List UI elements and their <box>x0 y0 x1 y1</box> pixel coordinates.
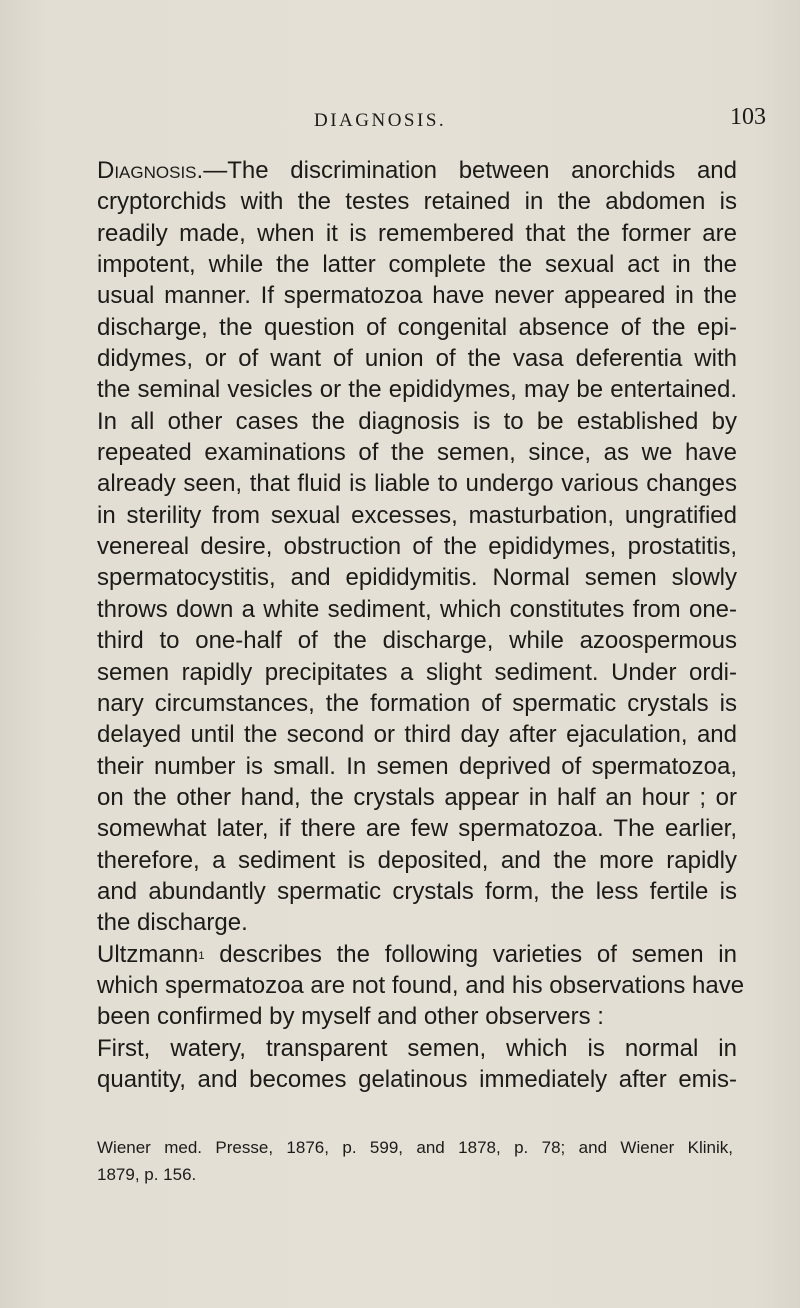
text-line: their number is small. In semen deprived of spermatozoa, <box>97 752 737 780</box>
page-number: 103 <box>730 104 766 130</box>
page-header <box>0 104 800 140</box>
section-lead-word: Diagnosis. <box>97 157 204 184</box>
text-line: already seen, that fluid is liable to undergo various changes <box>97 470 737 498</box>
text-line: been confirmed by myself and other observers : <box>97 1003 604 1031</box>
footnote-reference: 1 <box>198 949 205 962</box>
text-line: on the other hand, the crystals appear in half an hour ; or <box>97 783 737 811</box>
footnote <box>97 1134 733 1188</box>
text-line: spermatocystitis, and epididymitis. Normal semen slowly <box>97 564 737 592</box>
text-line: discharge, the question of congenital absence of the epi- <box>97 313 737 341</box>
text-line: somewhat later, if there are few spermatozoa. The earlier, <box>97 815 737 843</box>
text-line: didymes, or of want of union of the vasa deferentia with <box>97 345 737 373</box>
text-line: the seminal vesicles or the epididymes, may be entertained. <box>97 376 737 404</box>
text-line: and abundantly spermatic crystals form, the less fertile is <box>97 877 737 905</box>
footnote-line: 1879, p. 156. <box>97 1165 197 1184</box>
text-line: semen rapidly precipitates a slight sediment. Under ordi- <box>97 658 737 686</box>
text-line: usual manner. If spermatozoa have never appeared in the <box>97 282 737 310</box>
footnote-line: Wiener med. Presse, 1876, p. 599, and 1878, p. 78; and Wiener Klinik, <box>97 1138 733 1157</box>
text-line: in sterility from sexual excesses, masturbation, ungratified <box>97 501 737 529</box>
text-line: impotent, while the latter complete the sexual act in the <box>97 251 737 279</box>
text-line: delayed until the second or third day after ejaculation, and <box>97 721 737 749</box>
text-line: Diagnosis.—The discrimination between anorchids and <box>97 157 737 184</box>
text-line: therefore, a sediment is deposited, and the more rapidly <box>97 846 737 874</box>
text-line: First, watery, transparent semen, which is normal in <box>97 1034 737 1062</box>
text-line: readily made, when it is remembered that the former are <box>97 219 737 247</box>
text-line: Ultzmann$^1$ describes the following varieties of semen in <box>97 940 737 968</box>
running-head: DIAGNOSIS. <box>314 110 447 131</box>
body-text <box>97 155 745 1095</box>
text-line: third to one-half of the discharge, while azoospermous <box>97 627 737 655</box>
text-line: quantity, and becomes gelatinous immediately after emis- <box>97 1065 737 1093</box>
text-line: the discharge. <box>97 909 248 937</box>
text-line: nary circumstances, the formation of spermatic crystals is <box>97 689 737 717</box>
text-line: venereal desire, obstruction of the epididymes, prostatitis, <box>97 533 737 561</box>
text-line: which spermatozoa are not found, and his observations have <box>97 971 745 999</box>
text-line: repeated examinations of the semen, since, as we have <box>97 439 737 467</box>
text-line: In all other cases the diagnosis is to be established by <box>97 407 737 435</box>
text-line: cryptorchids with the testes retained in the abdomen is <box>97 188 737 216</box>
author-name: Ultzmann <box>97 940 199 968</box>
text-line: throws down a white sediment, which constitutes from one- <box>97 595 737 623</box>
